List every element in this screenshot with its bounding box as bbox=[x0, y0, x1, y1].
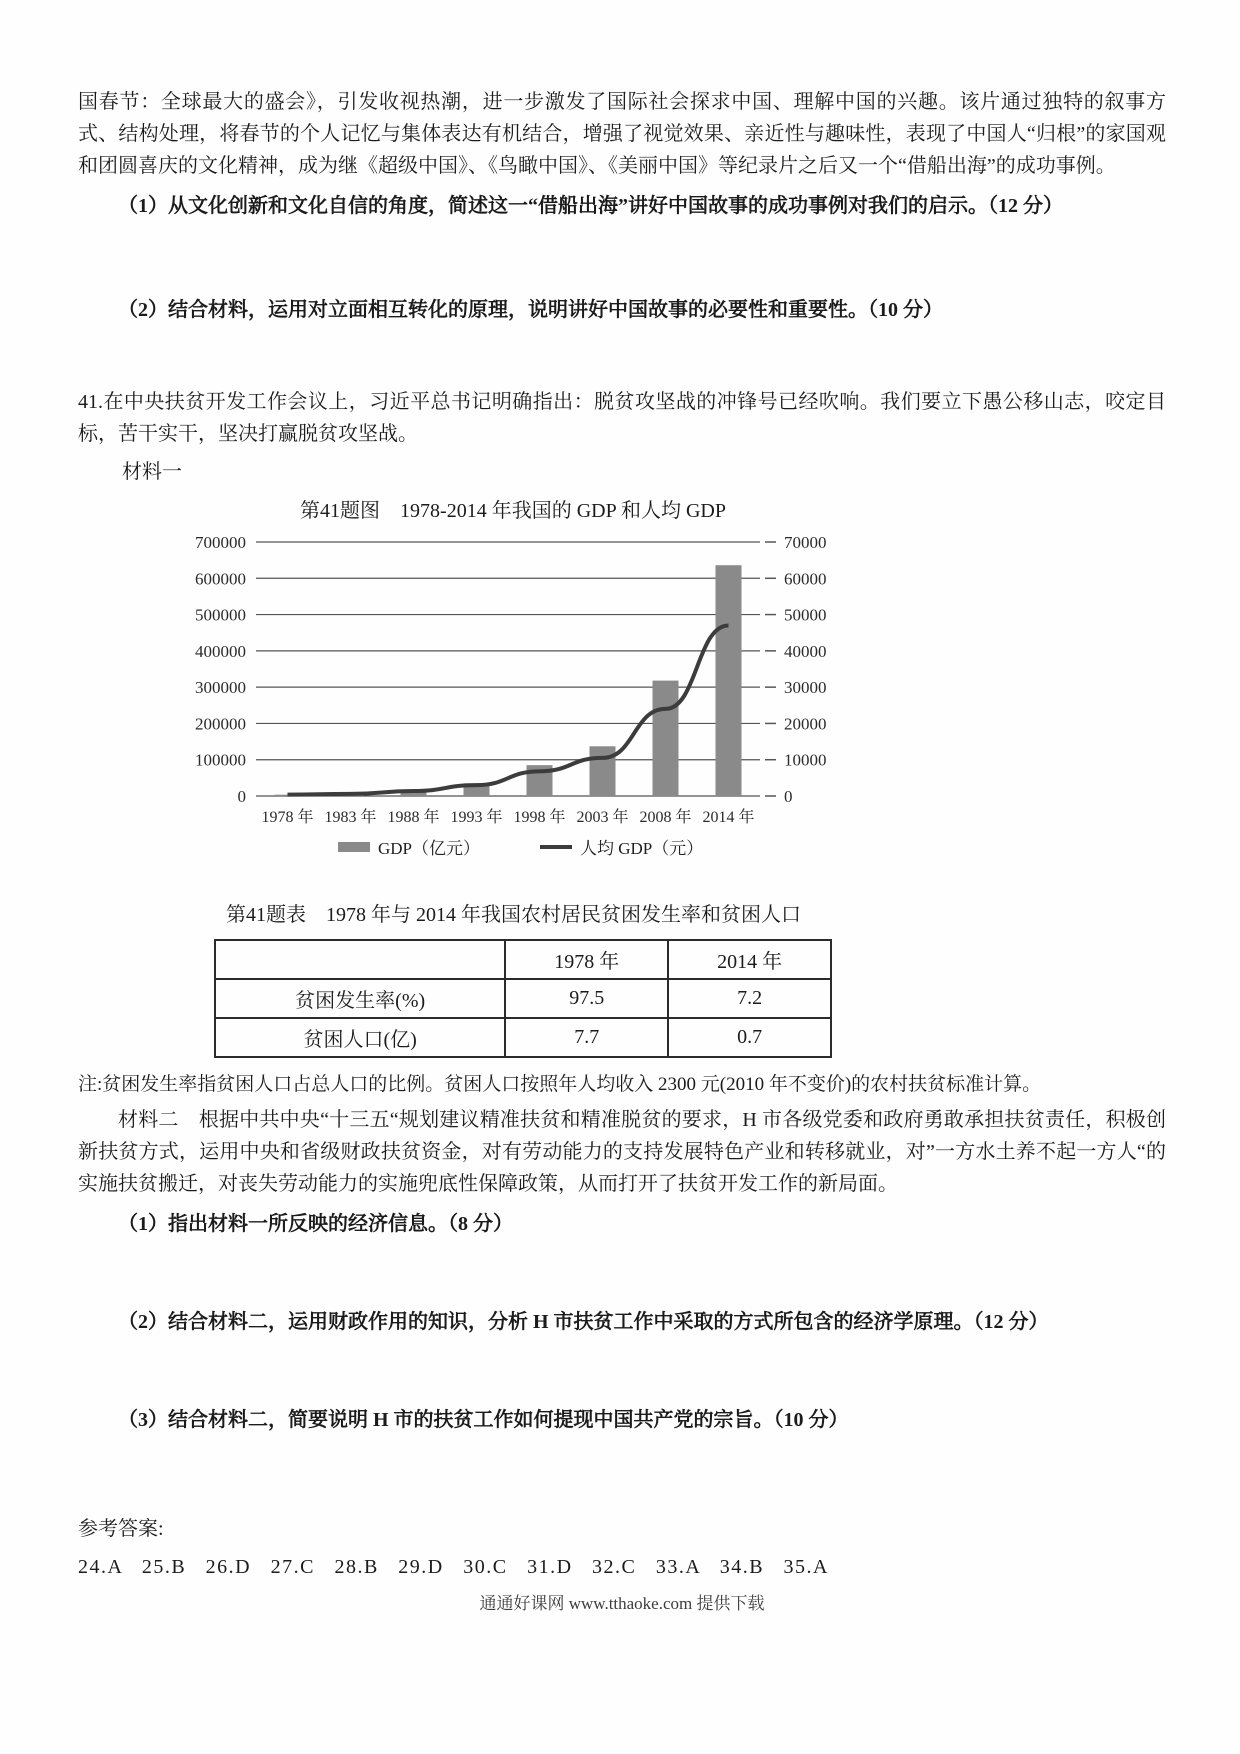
table-cell bbox=[215, 940, 505, 979]
svg-text:200000: 200000 bbox=[195, 714, 246, 734]
question-41-intro: 41.在中央扶贫开发工作会议上，习近平总书记明确指出：脱贫攻坚战的冲锋号已经吹响。我们要立下愚公移山志，咬定目标，苦干实干，坚决打赢脱贫攻坚战。 bbox=[78, 391, 1166, 445]
table-cell: 7.2 bbox=[668, 979, 831, 1018]
table-note: 注:贫困发生率指贫困人口占总人口的比例。贫困人口按照年人均收入 2300 元(2010 年不变价)的农村扶贫标准计算。 bbox=[78, 1074, 1042, 1095]
svg-text:2008 年: 2008 年 bbox=[639, 809, 692, 826]
question-41-1: （1）指出材料一所反映的经济信息。（8 分） bbox=[118, 1213, 513, 1235]
svg-text:1978 年: 1978 年 bbox=[261, 809, 314, 826]
table-cell: 贫困人口(亿) bbox=[215, 1018, 505, 1057]
svg-text:300000: 300000 bbox=[195, 678, 246, 698]
svg-text:2003 年: 2003 年 bbox=[576, 809, 629, 826]
table-cell: 7.7 bbox=[505, 1018, 668, 1057]
question-40-2: （2）结合材料，运用对立面相互转化的原理，说明讲好中国故事的必要性和重要性。（10 分） bbox=[118, 299, 943, 321]
poverty-table-title: 第41题表 1978 年与 2014 年我国农村居民贫困发生率和贫困人口 bbox=[226, 904, 801, 926]
material-1-label: 材料一 bbox=[122, 461, 182, 483]
svg-text:1998 年: 1998 年 bbox=[513, 809, 566, 826]
svg-text:70000: 70000 bbox=[784, 533, 827, 552]
poverty-table bbox=[214, 939, 832, 1058]
table-row bbox=[215, 940, 831, 979]
gdp-chart bbox=[168, 528, 858, 867]
table-row bbox=[215, 1018, 831, 1057]
svg-text:500000: 500000 bbox=[195, 605, 246, 625]
question-41-3: （3）结合材料二，简要说明 H 市的扶贫工作如何提现中国共产党的宗旨。（10 分） bbox=[118, 1409, 849, 1431]
intro-paragraph: 国春节：全球最大的盛会》，引发收视热潮，进一步激发了国际社会探求中国、理解中国的兴趣。该片通过独特的叙事方式、结构处理，将春节的个人记忆与集体表达有机结合，增强了视觉效果、亲近性与趣味性，表现了中国人“归根”的家国观和团圆喜庆的文化精神，成为继《超级中国》、《鸟瞰中国》、《美丽中国》等纪录片之后又一个“借船出海”的成功事例。 bbox=[78, 91, 1166, 177]
reference-answers-label: 参考答案: bbox=[78, 1518, 164, 1540]
svg-text:2014 年: 2014 年 bbox=[702, 809, 755, 826]
svg-text:0: 0 bbox=[784, 787, 793, 806]
svg-text:人均 GDP（元）: 人均 GDP（元） bbox=[580, 839, 704, 858]
gdp-chart-svg bbox=[168, 528, 858, 862]
table-cell: 1978 年 bbox=[505, 940, 668, 979]
svg-text:50000: 50000 bbox=[784, 605, 827, 625]
table-cell: 97.5 bbox=[505, 979, 668, 1018]
svg-text:1993 年: 1993 年 bbox=[450, 809, 503, 826]
svg-text:60000: 60000 bbox=[784, 569, 827, 589]
svg-text:30000: 30000 bbox=[784, 678, 827, 698]
svg-text:400000: 400000 bbox=[195, 641, 246, 661]
poverty-table-body bbox=[215, 940, 831, 1057]
svg-text:1983 年: 1983 年 bbox=[324, 809, 377, 826]
svg-text:0: 0 bbox=[237, 787, 246, 806]
svg-text:20000: 20000 bbox=[784, 714, 827, 734]
table-cell: 0.7 bbox=[668, 1018, 831, 1057]
svg-text:1988 年: 1988 年 bbox=[387, 809, 440, 826]
svg-text:700000: 700000 bbox=[195, 533, 246, 552]
material-2-paragraph: 材料二 根据中共中央“十三五“规划建议精准扶贫和精准脱贫的要求，H 市各级党委和政府勇敢承担扶贫责任，积极创新扶贫方式，运用中央和省级财政扶贫资金，对有劳动能力的支持发展特色产业和转移就业，对”一方水土养不起一方人“的实施扶贫搬迁，对丧失劳动能力的实施兜底性保障政策，从而打开了扶贫开发工作的新局面。 bbox=[78, 1109, 1166, 1195]
question-40-1: （1）从文化创新和文化自信的角度，简述这一“借船出海”讲好中国故事的成功事例对我们的启示。（12 分） bbox=[118, 195, 1063, 217]
svg-text:40000: 40000 bbox=[784, 641, 827, 661]
svg-text:100000: 100000 bbox=[195, 750, 246, 770]
table-cell: 2014 年 bbox=[668, 940, 831, 979]
svg-text:10000: 10000 bbox=[784, 750, 827, 770]
svg-text:600000: 600000 bbox=[195, 569, 246, 589]
answer-line: 24.A 25.B 26.D 27.C 28.B 29.D 30.C 31.D 32.C 33.A 34.B 35.A bbox=[78, 1556, 829, 1578]
svg-text:GDP（亿元）: GDP（亿元） bbox=[378, 839, 481, 858]
gdp-chart-block bbox=[168, 496, 858, 867]
footer-watermark: 通通好课网 www.tthaoke.com 提供下载 bbox=[479, 1594, 765, 1613]
question-41-2: （2）结合材料二，运用财政作用的知识，分析 H 市扶贫工作中采取的方式所包含的经济学原理。（12 分） bbox=[118, 1311, 1049, 1333]
table-cell: 贫困发生率(%) bbox=[215, 979, 505, 1018]
table-row bbox=[215, 979, 831, 1018]
chart-title: 第41题图 1978-2014 年我国的 GDP 和人均 GDP bbox=[300, 500, 726, 522]
